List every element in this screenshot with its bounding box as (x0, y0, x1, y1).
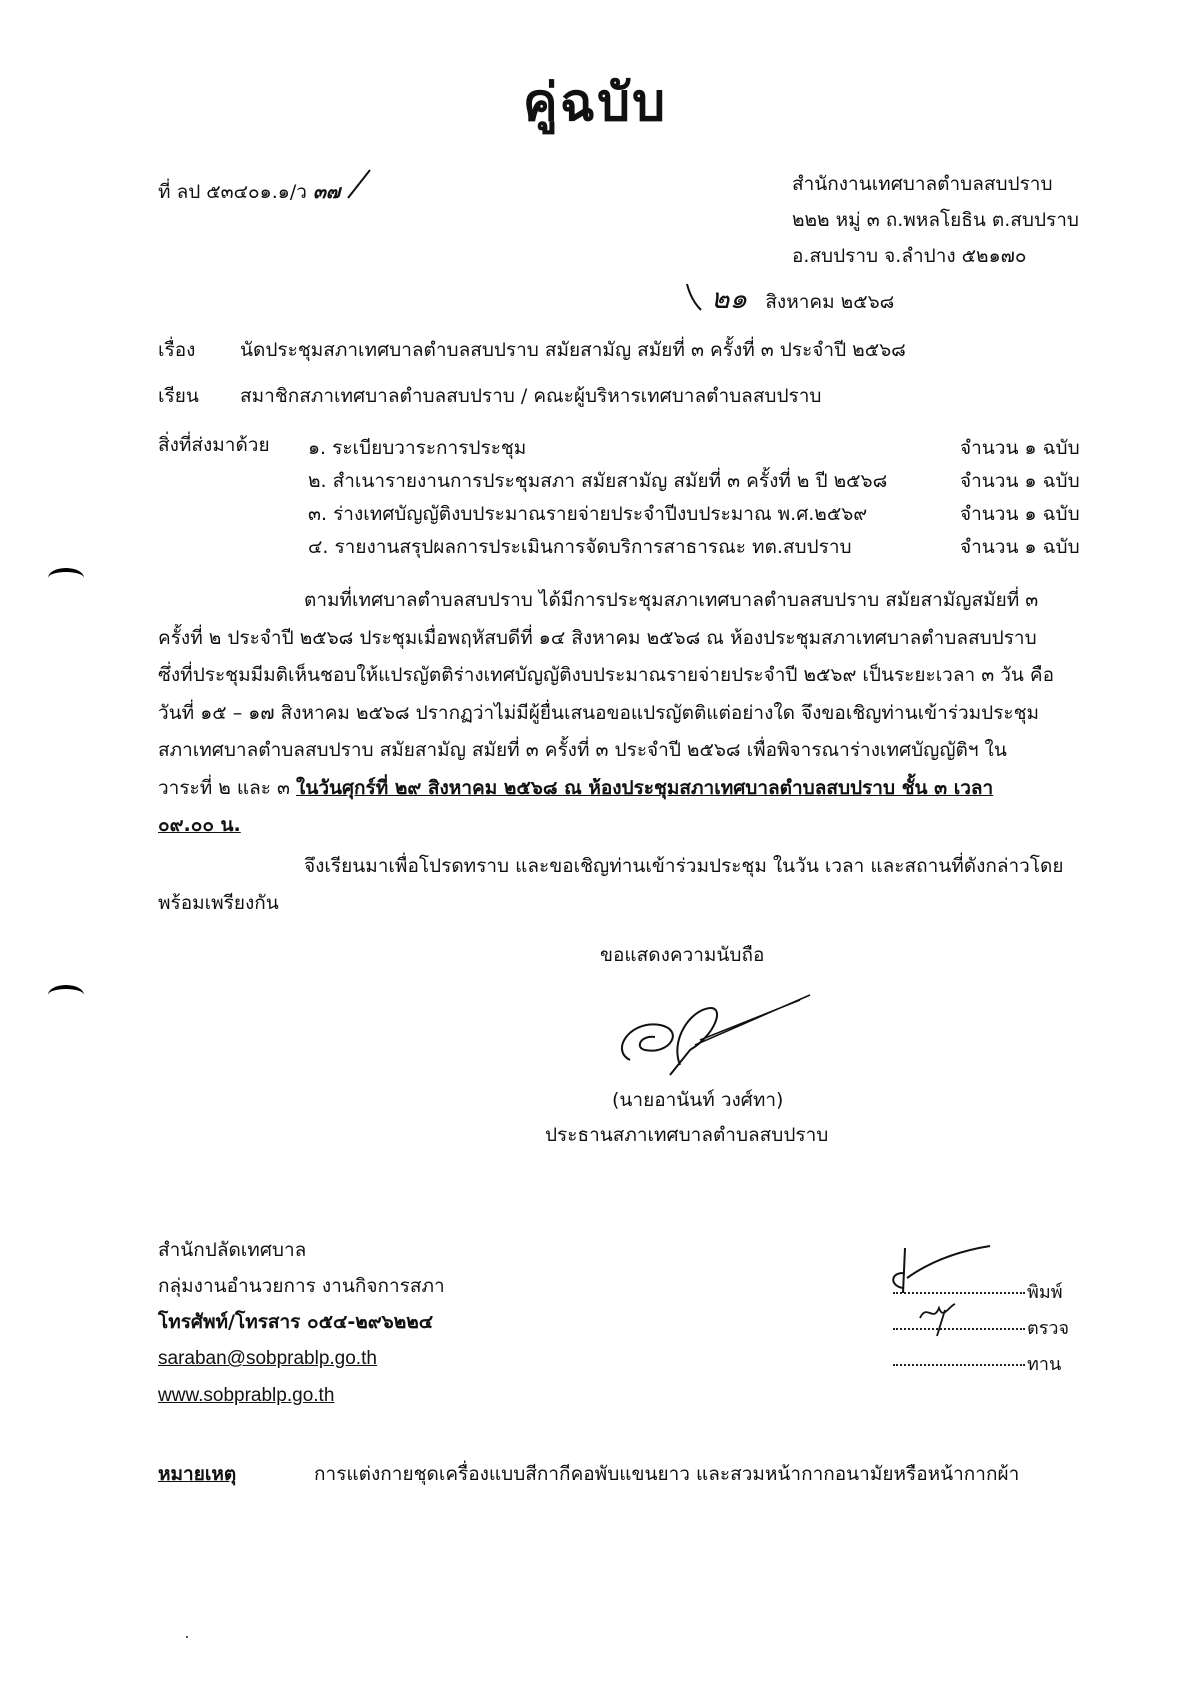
signature-icon (610, 990, 830, 1080)
body-paragraph (158, 582, 1098, 845)
note-line (158, 1461, 1019, 1487)
body-line: วันที่ ๑๕ – ๑๗ สิงหาคม ๒๕๖๘ ปรากฏว่าไม่มีผู้ยื่นเสนอขอแปรญัตติแต่อย่างใด จึงขอเชิญท่านเข้าร่วมประชุม (158, 701, 1040, 724)
punch-hole-mark (48, 568, 84, 588)
department-line: สำนักปลัดเทศบาล (158, 1239, 307, 1261)
closing-paragraph (158, 848, 1098, 922)
note-text: การแต่งกายชุดเครื่องแบบสีกากีคอพับแขนยาว และสวมหน้ากากอนามัยหรือหน้ากากผ้า (314, 1463, 1020, 1485)
enclosure-item (308, 432, 1108, 465)
workflow-label: พิมพ์ (1027, 1282, 1063, 1303)
enclosure-count: จำนวน ๑ ฉบับ (960, 536, 1080, 558)
meeting-datetime-emphasis: ในวันศุกร์ที่ ๒๙ สิงหาคม ๒๕๖๘ ณ ห้องประชุมสภาเทศบาลตำบลสบปราบ ชั้น ๓ เวลา (296, 776, 994, 799)
body-line (158, 770, 1098, 808)
reference-number (158, 168, 372, 205)
email-link[interactable]: saraban@sobprablp.go.th (158, 1348, 377, 1369)
enclosure-count: จำนวน ๑ ฉบับ (960, 470, 1080, 492)
workflow-signoff (893, 1275, 1069, 1383)
workflow-label: ทาน (1027, 1354, 1062, 1375)
enclosure-text: ๔. รายงานสรุปผลการประเมินการจัดบริการสาธารณะ ทต.สบปราบ (308, 536, 852, 558)
workflow-label: ตรวจ (1027, 1318, 1070, 1339)
subject-label: เรื่อง (158, 339, 196, 361)
recipient-text: สมาชิกสภาเทศบาลตำบลสบปราบ / คณะผู้บริหารเทศบาลตำบลสบปราบ (240, 385, 822, 407)
office-line: สำนักงานเทศบาลตำบลสบปราบ (792, 173, 1053, 195)
enclosure-item (308, 465, 1108, 498)
regards-text: ขอแสดงความนับถือ (600, 944, 765, 966)
punch-hole-mark (48, 985, 84, 1005)
department-contact (158, 1232, 445, 1414)
meeting-time-emphasis: ๐๙.๐๐ น. (158, 814, 241, 836)
closing-line: พร้อมเพรียงกัน (158, 892, 279, 914)
body-line: ครั้งที่ ๒ ประจำปี ๒๕๖๘ ประชุมเมื่อพฤหัสบดีที่ ๑๔ สิงหาคม ๒๕๖๘ ณ ห้องประชุมสภาเทศบาลตำบลสบปราบ (158, 626, 1037, 649)
enclosure-item (308, 498, 1108, 531)
workflow-row (893, 1311, 1069, 1347)
body-line (158, 807, 1098, 845)
signer-name: (นายอานันท์ วงศ์ทา) (612, 1089, 784, 1111)
office-address (792, 166, 1079, 274)
signer-title: ประธานสภาเทศบาลตำบลสบปราบ (545, 1124, 829, 1146)
enclosure-text: ๒. สำเนารายงานการประชุมสภา สมัยสามัญ สมัยที่ ๓ ครั้งที่ ๒ ปี ๒๕๖๘ (308, 470, 888, 492)
enclosure-count: จำนวน ๑ ฉบับ (960, 437, 1080, 459)
closing-line: จึงเรียนมาเพื่อโปรดทราบ และขอเชิญท่านเข้าร่วมประชุม ในวัน เวลา และสถานที่ดังกล่าวโดย (304, 855, 1064, 877)
department-phone: โทรศัพท์/โทรสาร ๐๕๔-๒๙๖๒๒๔ (158, 1311, 434, 1333)
subject-text: นัดประชุมสภาเทศบาลตำบลสบปราบ สมัยสามัญ สมัยที่ ๓ ครั้งที่ ๓ ประจำปี ๒๕๖๘ (240, 339, 906, 361)
date-month-year: สิงหาคม ๒๕๖๘ (765, 291, 895, 313)
reference-prefix: ที่ ลป ๕๓๔๐๑.๑/ว (158, 181, 307, 203)
website-link[interactable]: www.sobprablp.go.th (158, 1385, 335, 1406)
note-label: หมายเหตุ (158, 1463, 237, 1485)
letter-date (685, 282, 894, 315)
enclosure-item (308, 531, 1108, 564)
handwritten-stroke-icon (685, 282, 705, 312)
department-line: กลุ่มงานอำนวยการ งานกิจการสภา (158, 1275, 445, 1297)
enclosure-text: ๑. ระเบียบวาระการประชุม (308, 437, 527, 459)
office-line: อ.สบปราบ จ.ลำปาง ๕๒๑๗๐ (792, 245, 1027, 267)
agenda-text: วาระที่ ๒ และ ๓ (158, 776, 297, 799)
enclosure-count: จำนวน ๑ ฉบับ (960, 503, 1080, 525)
enclosures-list (308, 432, 1108, 564)
date-handwritten-day: ๒๑ (711, 282, 748, 315)
body-line: สภาเทศบาลตำบลสบปราบ สมัยสามัญ สมัยที่ ๓ ครั้งที่ ๓ ประจำปี ๒๕๖๘ เพื่อพิจารณาร่างเทศบัญญัติฯ ใน (158, 739, 1007, 761)
workflow-row (893, 1347, 1069, 1383)
handwritten-check-icon (346, 168, 372, 202)
recipient-label: เรียน (158, 385, 199, 407)
enclosures-label: สิ่งที่ส่งมาด้วย (158, 434, 270, 456)
subject-line (158, 337, 906, 363)
scan-speck (186, 1636, 188, 1638)
body-line: ตามที่เทศบาลตำบลสบปราบ ได้มีการประชุมสภาเทศบาลตำบลสบปราบ สมัยสามัญสมัยที่ ๓ (304, 589, 1039, 611)
recipient-line (158, 383, 821, 409)
copy-stamp-title: คู่ฉบับ (522, 73, 668, 133)
office-line: ๒๒๒ หมู่ ๓ ถ.พหลโยธิน ต.สบปราบ (792, 209, 1079, 231)
workflow-row (893, 1275, 1069, 1311)
body-line: ซึ่งที่ประชุมมีมติเห็นชอบให้แปรญัตติร่างเทศบัญญัติงบประมาณรายจ่ายประจำปี ๒๕๖๙ เป็นระยะเวลา ๓ วัน คือ (158, 664, 1055, 686)
enclosure-text: ๓. ร่างเทศบัญญัติงบประมาณรายจ่ายประจำปีงบประมาณ พ.ศ.๒๕๖๙ (308, 503, 868, 525)
reference-handwritten: ๓๗ (312, 181, 341, 203)
